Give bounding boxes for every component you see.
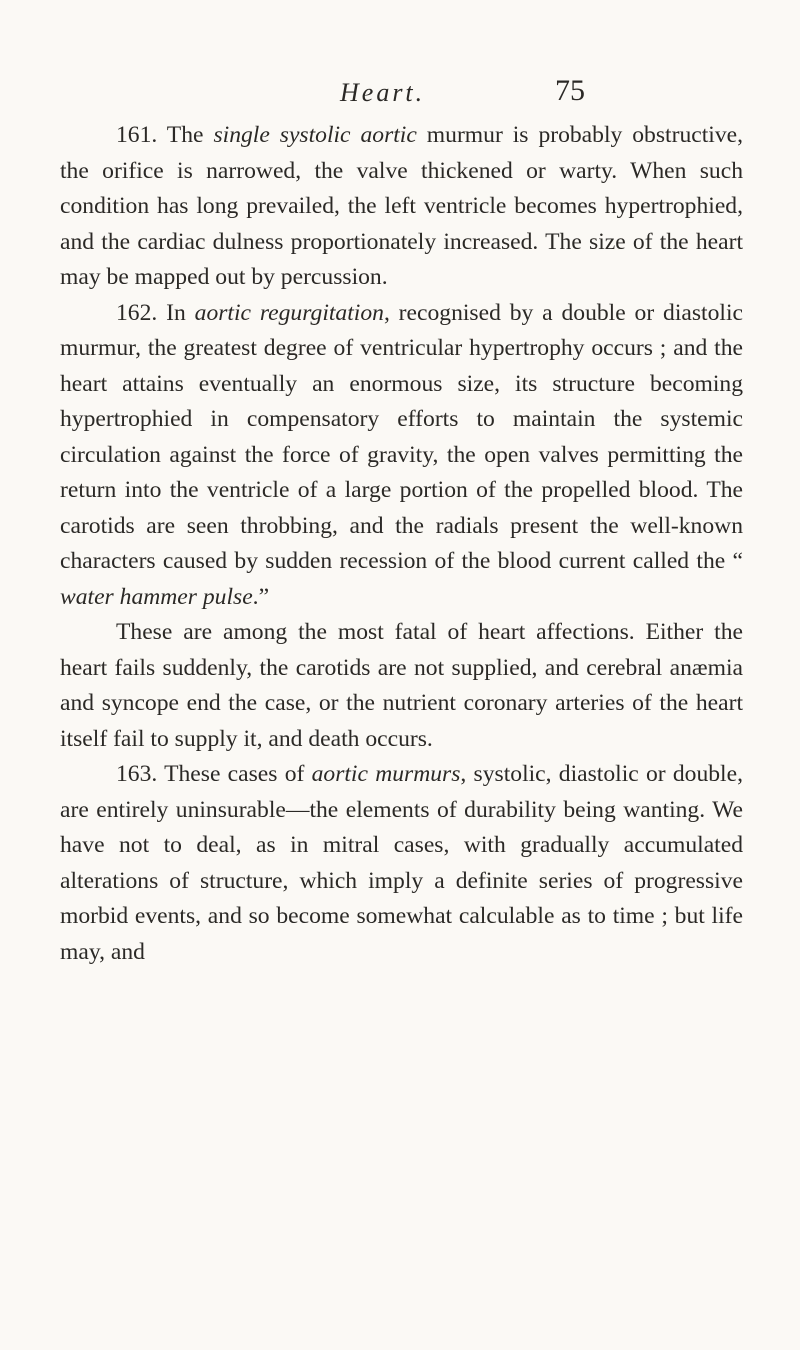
text-run: These are among the most fatal of heart affections. Either the heart fails suddenly, the carotids are not supplied, and cerebral anæmia and syncope end the case, or the nutrient coronary arteries of the heart itself fail to supply it, and death occurs. [60,619,743,752]
paragraph-p162 [60,296,743,616]
italic-term: aortic murmurs [311,761,461,787]
text-run: 161. The [116,122,214,148]
text-run: , systolic, diastolic or double, are entirely uninsurable—the elements of durability being wanting. We have not to deal, as in mitral cases, with gradually accumulated alterations of structure, which imply a definite series of progressive morbid events, and so become somewhat calculable as to time ; but life may, and [60,761,743,965]
text-run: murmur is probably obstructive, the orifice is narrowed, the valve thickened or warty. When such condition has long prevailed, the left ventricle becomes hypertrophied, and the cardiac dulness proportionately increased. The size of the heart may be mapped out by percussion. [60,122,743,290]
italic-term: single systolic aortic [213,122,417,148]
text-run: , recognised by a double or diastolic murmur, the greatest degree of ventricular hypertrophy occurs ; and the heart attains eventually an enormous size, its structure becoming hypertrophied in compensatory efforts to maintain the systemic circulation against the force of gravity, the open valves permitting the return into the ventricle of a large portion of the propelled blood. The carotids are seen throbbing, and the radials present the well-known characters caused by sudden recession of the blood current called the “ [60,299,743,574]
italic-term: water hammer pulse [60,583,253,610]
page-header [0,64,800,114]
italic-term: aortic regurgitation [194,299,384,326]
paragraph-p163 [60,757,743,970]
body-text [60,118,743,970]
running-title: Heart. [340,78,426,107]
paragraph-p162b [60,615,743,757]
page-number: 75 [555,74,585,107]
text-run: 162. In [116,299,195,326]
text-run: 163. These cases of [116,761,312,787]
text-run: .” [252,583,270,610]
paragraph-p161 [60,118,743,296]
